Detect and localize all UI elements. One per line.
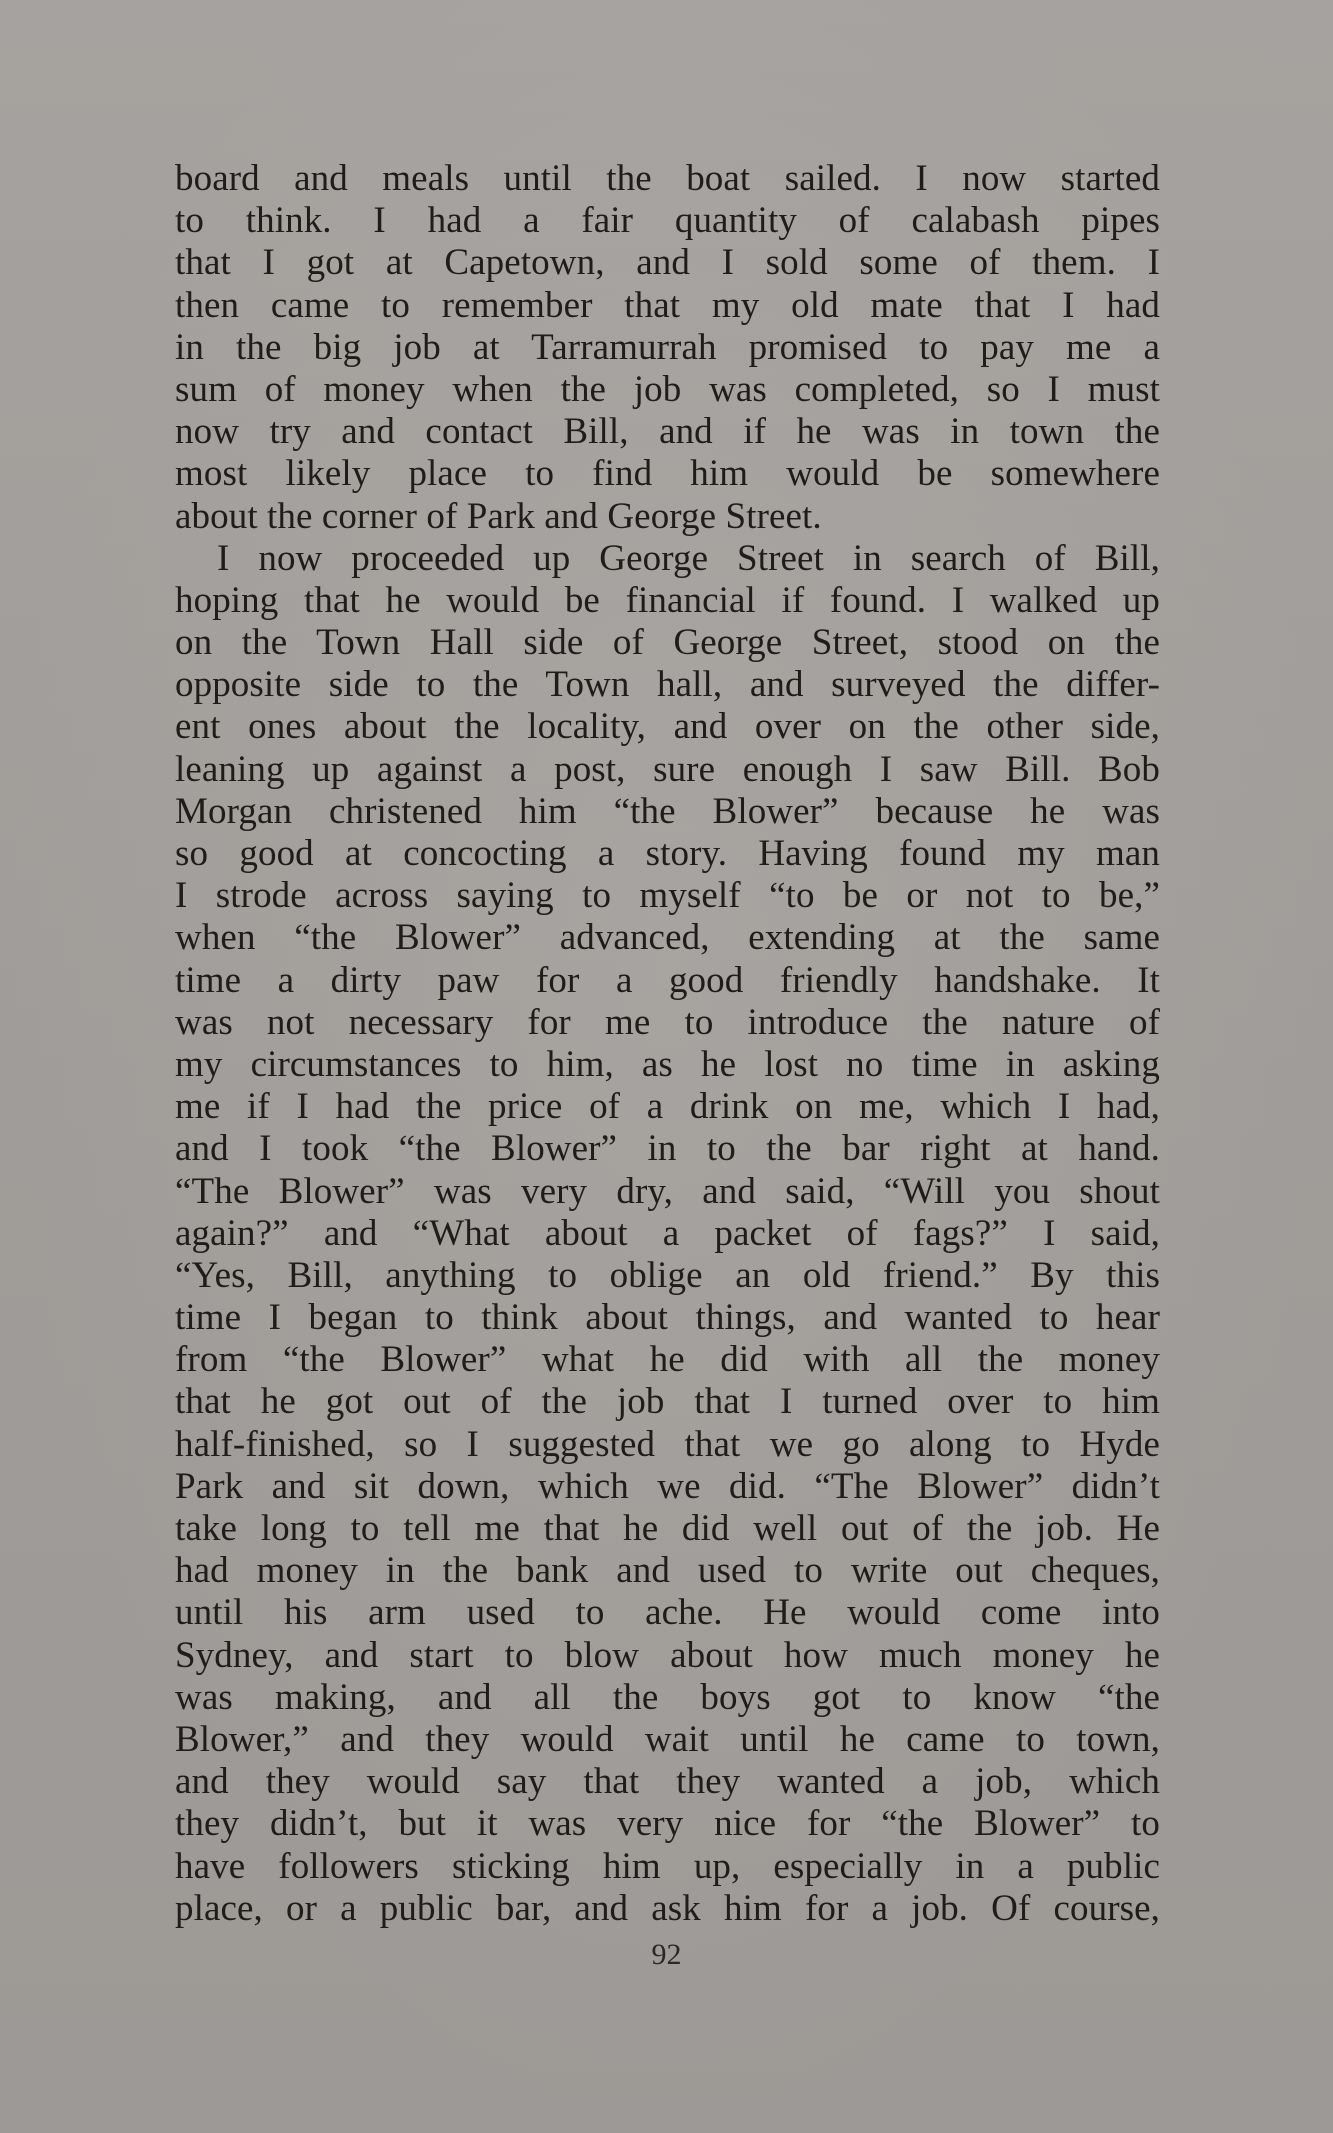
text-line: and I took “the Blower” in to the bar right at hand. <box>175 1128 1160 1170</box>
text-line: ent ones about the locality, and over on the other side, <box>175 706 1160 748</box>
text-line: Morgan christened him “the Blower” because he was <box>175 790 1160 832</box>
text-line: hoping that he would be financial if found. I walked up <box>175 579 1160 621</box>
text-line: have followers sticking him up, especially in a public <box>175 1845 1160 1887</box>
text-line: my circumstances to him, as he lost no time in asking <box>175 1043 1160 1085</box>
text-line: I now proceeded up George Street in search of Bill, <box>217 537 1160 579</box>
text-line: Blower,” and they would wait until he came to town, <box>175 1718 1160 1760</box>
text-line: when “the Blower” advanced, extending at the same <box>175 917 1160 959</box>
text-line: in the big job at Tarramurrah promised to pay me a <box>175 326 1160 368</box>
text-line: they didn’t, but it was very nice for “the Blower” to <box>175 1803 1160 1845</box>
text-line: now try and contact Bill, and if he was in town the <box>175 411 1160 453</box>
text-line: time a dirty paw for a good friendly handshake. It <box>175 959 1160 1001</box>
text-line: again?” and “What about a packet of fags?” I said, <box>175 1212 1160 1254</box>
text-line: leaning up against a post, sure enough I saw Bill. Bob <box>175 748 1160 790</box>
text-line: I strode across saying to myself “to be or not to be,” <box>175 875 1160 917</box>
text-line: half-finished, so I suggested that we go along to Hyde <box>175 1423 1160 1465</box>
text-line: Sydney, and start to blow about how much money he <box>175 1634 1160 1676</box>
text-line: until his arm used to ache. He would come into <box>175 1592 1160 1634</box>
text-line: to think. I had a fair quantity of calabash pipes <box>175 200 1160 242</box>
text-line: most likely place to find him would be somewhere <box>175 453 1160 495</box>
text-line: about the corner of Park and George Street. <box>175 495 822 537</box>
text-line: time I began to think about things, and wanted to hear <box>175 1297 1160 1339</box>
page-number: 92 <box>651 1938 682 1971</box>
text-line: was making, and all the boys got to know “the <box>175 1676 1160 1718</box>
text-line: opposite side to the Town hall, and surveyed the differ- <box>175 664 1160 706</box>
text-line: me if I had the price of a drink on me, which I had, <box>175 1086 1160 1128</box>
text-line: from “the Blower” what he did with all the money <box>175 1339 1160 1381</box>
text-line: and they would say that they wanted a job, which <box>175 1761 1160 1803</box>
text-line: was not necessary for me to introduce the nature of <box>175 1001 1160 1043</box>
text-line: sum of money when the job was completed, so I must <box>175 368 1160 410</box>
text-line: board and meals until the boat sailed. I now started <box>175 158 1160 199</box>
text-line: that he got out of the job that I turned over to him <box>175 1381 1160 1423</box>
text-line: then came to remember that my old mate that I had <box>175 284 1160 326</box>
text-line: take long to tell me that he did well out of the job. He <box>175 1508 1160 1549</box>
text-line: had money in the bank and used to write out cheques, <box>175 1550 1160 1592</box>
text-line: so good at concocting a story. Having found my man <box>175 833 1160 874</box>
body-text <box>175 158 1160 1930</box>
text-line: “Yes, Bill, anything to oblige an old friend.” By this <box>175 1254 1160 1296</box>
text-line: “The Blower” was very dry, and said, “Will you shout <box>175 1170 1160 1212</box>
text-line: place, or a public bar, and ask him for a job. Of course, <box>175 1887 1160 1929</box>
text-line: that I got at Capetown, and I sold some of them. I <box>175 242 1160 284</box>
text-line: Park and sit down, which we did. “The Blower” didn’t <box>175 1465 1160 1507</box>
text-line: on the Town Hall side of George Street, stood on the <box>175 622 1160 664</box>
